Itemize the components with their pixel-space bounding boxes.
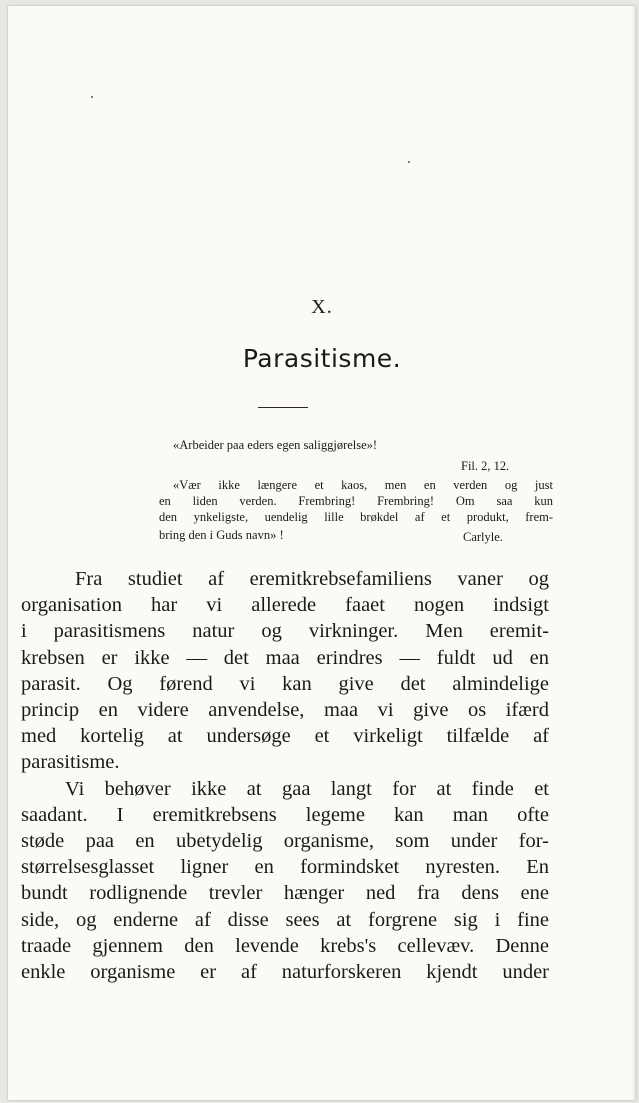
epigraph-2-source: Carlyle. — [463, 530, 503, 544]
text-line: parasit. Og førend vi kan give det almindelige — [21, 672, 549, 695]
paper-speck — [408, 161, 410, 163]
text-line: med kortelig at undersøge et virkeligt tilfælde af — [21, 725, 549, 748]
title-rule — [258, 407, 308, 408]
text-line: krebsen er ikke — det maa erindres — fuldt ud en — [21, 646, 549, 669]
text-line: i parasitismens natur og virkninger. Men eremit- — [21, 620, 549, 643]
paragraph — [21, 776, 549, 986]
text-line: enkle organisme er af naturforskeren kjendt under — [21, 961, 549, 984]
epigraph-2-line: bring den i Guds navn» ! — [159, 528, 284, 542]
epigraph-2-line: den ynkeligste, uendelig lille brøkdel af et produkt, frem- — [159, 510, 553, 524]
epigraph-2-line: «Vær ikke længere et kaos, men en verden og just — [173, 478, 553, 492]
book-page — [8, 6, 636, 1100]
epigraph-1-text: «Arbeider paa eders egen saliggjørelse»! — [173, 438, 378, 452]
text-line: Fra studiet af eremitkrebsefamiliens vaner og — [75, 568, 549, 590]
text-line: saadant. I eremitkrebsens legeme kan man ofte — [21, 803, 549, 826]
epigraph-2-line: en liden verden. Frembring! Frembring! Om saa kun — [159, 494, 553, 508]
chapter-number: X. — [311, 296, 333, 318]
text-line: bundt rodlignende trevler hænger ned fra dens ene — [21, 882, 549, 905]
text-line: princip en videre anvendelse, maa vi give os ifærd — [21, 699, 549, 722]
body-text — [21, 566, 549, 985]
paper-speck — [91, 96, 93, 98]
text-line: støde paa en ubetydelig organisme, som under for- — [21, 830, 549, 853]
chapter-title: Parasitisme. — [242, 344, 402, 373]
text-line: parasitisme. — [21, 751, 120, 774]
page-edge-shadow — [632, 6, 636, 1100]
text-line: størrelsesglasset ligner en formindsket nyresten. En — [21, 856, 549, 879]
text-line: organisation har vi allerede faaet nogen indsigt — [21, 594, 549, 617]
epigraph-1-source: Fil. 2, 12. — [461, 459, 510, 473]
text-line: traade gjennem den levende krebs's cellevæv. Denne — [21, 934, 549, 957]
paragraph — [21, 566, 549, 776]
text-line: side, og enderne af disse sees at forgrene sig i fine — [21, 908, 549, 931]
text-line: Vi behøver ikke at gaa langt for at finde et — [65, 777, 549, 800]
